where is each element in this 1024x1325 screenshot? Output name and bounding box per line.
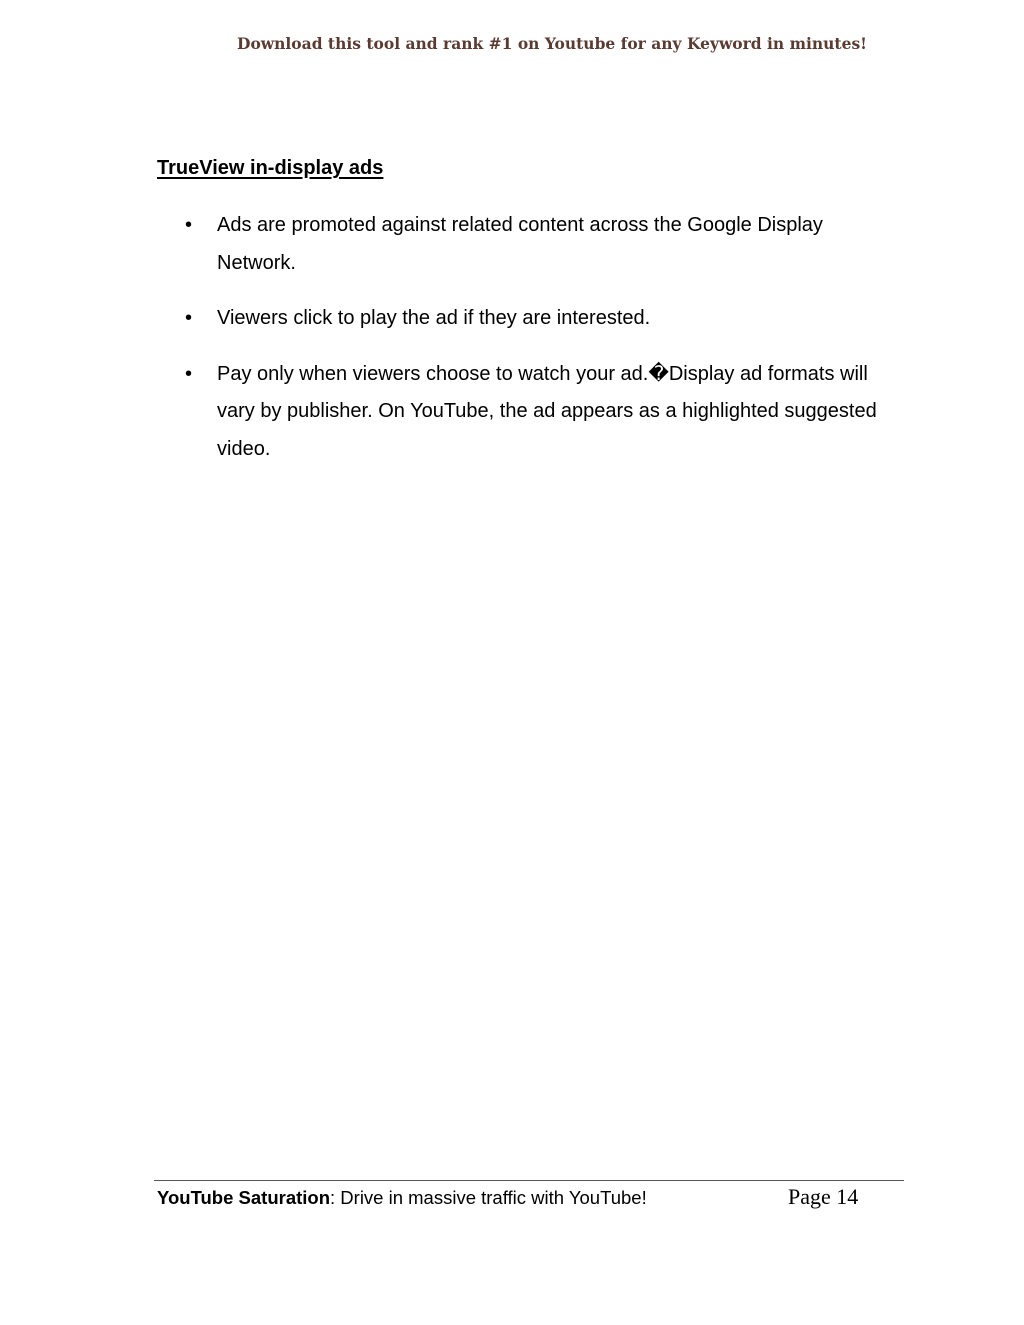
bullet-list — [157, 207, 892, 486]
footer-divider — [154, 1180, 904, 1181]
list-item — [157, 356, 892, 469]
list-item-text: Pay only when viewers choose to watch your ad.�Display ad formats will vary by publisher. On YouTube, the ad appears as a highlighted suggested video. — [217, 362, 877, 460]
bullet-marker: • — [185, 362, 193, 385]
footer-title — [157, 1187, 647, 1209]
section-heading: TrueView in-display ads — [157, 157, 384, 179]
page-number: Page 14 — [788, 1184, 859, 1209]
promo-banner-link[interactable]: Download this tool and rank #1 on Youtube for any Keyword in minutes! — [237, 34, 867, 53]
promo-banner — [0, 34, 1024, 53]
list-item-text: Ads are promoted against related content across the Google Display Network. — [217, 214, 823, 274]
list-item — [157, 207, 892, 282]
bullet-marker: • — [185, 214, 193, 236]
footer-brand: YouTube Saturation — [157, 1187, 331, 1208]
footer-tagline: : Drive in massive traffic with YouTube! — [330, 1187, 647, 1208]
list-item-text: Viewers click to play the ad if they are interested. — [217, 307, 651, 329]
list-item — [157, 300, 892, 338]
bullet-marker: • — [185, 307, 193, 329]
